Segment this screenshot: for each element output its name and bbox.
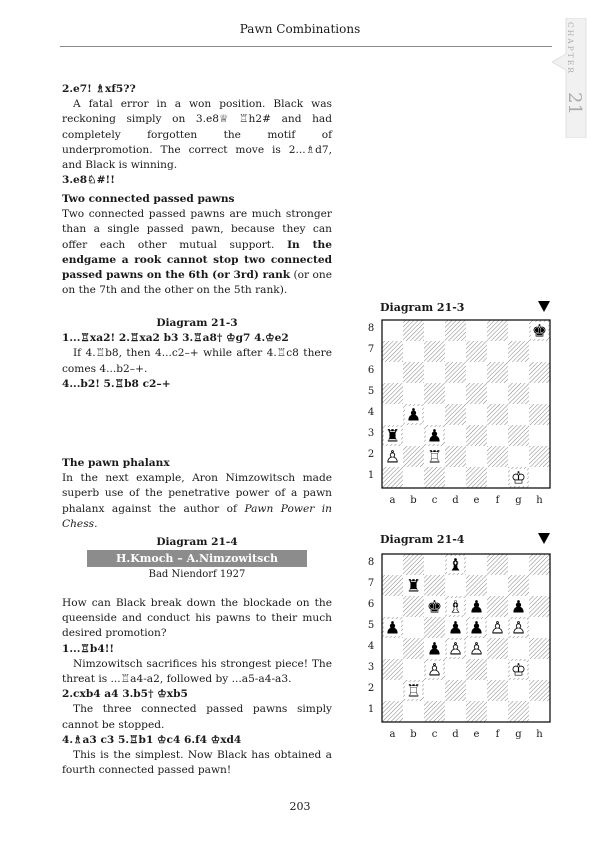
- light-square: [487, 341, 508, 362]
- dark-square: [424, 617, 445, 638]
- chess-piece-g5: ♙: [510, 618, 527, 639]
- move-line: 2.cxb4 a4 3.b5† ♔xb5: [62, 688, 188, 701]
- chess-piece-b2: ♖: [405, 681, 422, 702]
- chess-piece-h8: ♚: [531, 321, 548, 342]
- dark-square: [529, 362, 550, 383]
- dark-square: [382, 467, 403, 488]
- chess-piece-e4: ♙: [468, 639, 485, 660]
- chess-piece-a2: ♙: [384, 447, 401, 468]
- paragraph: A fatal error in a won position. Black was reckoning simply on 3.e8♕ ♖h2# and had completely forgotten the motif of underpromotion. The correct move is 2...♗d7, and Black is winning.: [62, 98, 332, 172]
- running-header: Pawn Combinations: [239, 22, 361, 36]
- paragraph: How can Black break down the blockade on the queenside and conduct his pawns to their much desired promotion?: [62, 597, 332, 640]
- chess-piece-c3: ♟: [426, 426, 443, 447]
- rank-label: 8: [367, 557, 375, 568]
- light-square: [445, 659, 466, 680]
- light-square: [382, 362, 403, 383]
- file-label: d: [452, 729, 459, 740]
- light-square: [466, 446, 487, 467]
- light-square: [382, 554, 403, 575]
- light-square: [445, 425, 466, 446]
- rank-label: 6: [367, 599, 375, 610]
- diagram-21-3-title: Diagram 21-3: [380, 301, 465, 314]
- light-square: [382, 404, 403, 425]
- file-label: a: [389, 495, 396, 506]
- section-heading: The pawn phalanx: [62, 457, 170, 469]
- dark-square: [466, 383, 487, 404]
- chapter-label: CHAPTER: [566, 22, 575, 75]
- phalanx-section: [62, 456, 332, 532]
- light-square: [403, 383, 424, 404]
- header-rule: [60, 46, 552, 47]
- dark-square: [508, 575, 529, 596]
- section-heading: Two connected passed pawns: [62, 193, 235, 205]
- dark-square: [529, 680, 550, 701]
- text-run: (or one on the 7th and the other on the 5th rank).: [62, 269, 333, 297]
- dark-square: [403, 362, 424, 383]
- dark-square: [382, 341, 403, 362]
- light-square: [403, 467, 424, 488]
- chess-piece-d5: ♟: [447, 618, 464, 639]
- dark-square: [445, 320, 466, 341]
- file-label: f: [495, 495, 500, 506]
- dark-square: [487, 362, 508, 383]
- rank-label: 8: [367, 323, 375, 334]
- light-square: [466, 320, 487, 341]
- chapter-number: 21: [564, 92, 585, 115]
- connected-pawns-section: [62, 192, 332, 298]
- black-to-move-icon: [538, 301, 550, 312]
- paragraph: [62, 207, 332, 298]
- file-label: f: [495, 729, 500, 740]
- light-square: [403, 659, 424, 680]
- dark-square: [424, 467, 445, 488]
- light-square: [487, 701, 508, 722]
- light-square: [445, 575, 466, 596]
- dark-square: [445, 446, 466, 467]
- light-square: [466, 362, 487, 383]
- dark-square: [529, 554, 550, 575]
- dark-square: [466, 701, 487, 722]
- rank-label: 3: [367, 428, 375, 439]
- chess-piece-d8: ♝: [447, 555, 464, 576]
- diagram-21-3-commentary: [62, 316, 332, 392]
- light-square: [529, 467, 550, 488]
- light-square: [508, 638, 529, 659]
- light-square: [403, 701, 424, 722]
- move-line: 1...♖xa2! 2.♖xa2 b3 3.♖a8† ♔g7 4.♔e2: [62, 332, 289, 345]
- light-square: [466, 554, 487, 575]
- dark-square: [382, 701, 403, 722]
- rank-label: 1: [367, 704, 375, 715]
- dark-square: [424, 701, 445, 722]
- light-square: [508, 554, 529, 575]
- dark-square: [382, 659, 403, 680]
- chapter-tab: [552, 18, 600, 138]
- paragraph: The three connected passed pawns simply cannot be stopped.: [62, 703, 332, 731]
- chessboard: [381, 319, 551, 489]
- diagram-caption: Diagram 21-3: [156, 317, 238, 329]
- light-square: [424, 554, 445, 575]
- dark-square: [466, 341, 487, 362]
- chess-piece-c6: ♚: [426, 597, 443, 618]
- chess-piece-a3: ♜: [384, 426, 401, 447]
- light-square: [508, 446, 529, 467]
- dark-square: [508, 383, 529, 404]
- dark-square: [487, 554, 508, 575]
- file-label: c: [431, 495, 438, 506]
- dark-square: [508, 701, 529, 722]
- dark-square: [508, 341, 529, 362]
- light-square: [508, 680, 529, 701]
- light-square: [508, 404, 529, 425]
- light-square: [382, 680, 403, 701]
- light-square: [445, 341, 466, 362]
- light-square: [529, 659, 550, 680]
- dark-square: [529, 596, 550, 617]
- emphasis-run: In the endgame a rook cannot stop two connected passed pawns on the 6th (or 3rd) rank: [62, 238, 333, 282]
- chapter-tab-shape: [552, 18, 600, 138]
- light-square: [424, 320, 445, 341]
- dark-square: [529, 638, 550, 659]
- dark-square: [487, 320, 508, 341]
- light-square: [403, 425, 424, 446]
- paragraph: Nimzowitsch sacrifices his strongest piece! The threat is ...♖a4-a2, followed by ...a5-a4-a3.: [62, 657, 332, 686]
- file-label: d: [452, 495, 459, 506]
- file-label: g: [515, 495, 522, 506]
- dark-square: [508, 425, 529, 446]
- dark-square: [382, 575, 403, 596]
- rank-label: 3: [367, 662, 375, 673]
- chess-piece-a5: ♟: [384, 618, 401, 639]
- text-run: Two connected passed pawns are much stronger than a single passed pawn, because they can offer each other mutual support.: [62, 208, 332, 251]
- dark-square: [529, 446, 550, 467]
- file-label: b: [410, 729, 417, 740]
- light-square: [445, 467, 466, 488]
- chess-piece-e5: ♟: [468, 618, 485, 639]
- dark-square: [487, 404, 508, 425]
- dark-square: [403, 320, 424, 341]
- dark-square: [403, 446, 424, 467]
- light-square: [424, 680, 445, 701]
- event-line: Bad Niendorf 1927: [148, 569, 246, 581]
- rank-label: 4: [367, 407, 375, 418]
- file-label: h: [536, 495, 543, 506]
- chess-piece-e6: ♟: [468, 597, 485, 618]
- light-square: [529, 383, 550, 404]
- dark-square: [424, 383, 445, 404]
- dark-square: [466, 425, 487, 446]
- text-run: In the next example, Aron Nimzowitsch made superb use of the penetrative power of a pawn phalanx against the author of: [62, 472, 332, 515]
- light-square: [466, 680, 487, 701]
- light-square: [382, 596, 403, 617]
- chess-piece-g1: ♔: [510, 468, 527, 489]
- dark-square: [487, 638, 508, 659]
- light-square: [382, 320, 403, 341]
- black-to-move-icon: [538, 533, 550, 544]
- dark-square: [466, 659, 487, 680]
- move-line: 1...♖b4!!: [62, 642, 115, 655]
- rank-label: 2: [367, 683, 375, 694]
- file-label: e: [473, 495, 480, 506]
- dark-square: [445, 362, 466, 383]
- paragraph: If 4.♖b8, then 4...c2–+ while after 4.♖c8 there comes 4...b2–+.: [62, 347, 332, 375]
- dark-square: [403, 638, 424, 659]
- light-square: [403, 341, 424, 362]
- light-square: [529, 425, 550, 446]
- paragraph: This is the simplest. Now Black has obtained a fourth connected passed pawn!: [62, 749, 332, 777]
- light-square: [487, 467, 508, 488]
- intro-block: [62, 82, 332, 188]
- paragraph: [62, 471, 332, 532]
- chess-piece-f5: ♙: [489, 618, 506, 639]
- rank-label: 2: [367, 449, 375, 460]
- diagram-21-4-title: Diagram 21-4: [380, 533, 465, 546]
- chess-piece-b4: ♟: [405, 405, 422, 426]
- chess-piece-c2: ♖: [426, 447, 443, 468]
- dark-square: [445, 680, 466, 701]
- diagram-21-4-game: [62, 535, 332, 583]
- dark-square: [382, 383, 403, 404]
- dark-square: [487, 446, 508, 467]
- rank-label: 6: [367, 365, 375, 376]
- light-square: [529, 701, 550, 722]
- diagram-caption: Diagram 21-4: [156, 536, 238, 548]
- light-square: [403, 617, 424, 638]
- light-square: [487, 425, 508, 446]
- chess-piece-g6: ♟: [510, 597, 527, 618]
- light-square: [508, 320, 529, 341]
- dark-square: [403, 596, 424, 617]
- players-banner: H.Kmoch – A.Nimzowitsch: [87, 550, 307, 567]
- light-square: [466, 404, 487, 425]
- light-square: [424, 362, 445, 383]
- move-line: 4.♗a3 c3 5.♖b1 ♔c4 6.f4 ♔xd4: [62, 733, 242, 746]
- rank-label: 7: [367, 578, 375, 589]
- file-label: a: [389, 729, 396, 740]
- file-label: c: [431, 729, 438, 740]
- light-square: [529, 341, 550, 362]
- dark-square: [466, 467, 487, 488]
- chess-piece-c3: ♙: [426, 660, 443, 681]
- file-label: h: [536, 729, 543, 740]
- light-square: [382, 638, 403, 659]
- page-number: 203: [289, 800, 311, 813]
- rank-label: 7: [367, 344, 375, 355]
- light-square: [424, 404, 445, 425]
- file-label: b: [410, 495, 417, 506]
- dark-square: [466, 575, 487, 596]
- light-square: [445, 701, 466, 722]
- dark-square: [403, 554, 424, 575]
- light-square: [487, 575, 508, 596]
- dark-square: [487, 680, 508, 701]
- light-square: [529, 617, 550, 638]
- chess-piece-c4: ♟: [426, 639, 443, 660]
- dark-square: [424, 341, 445, 362]
- move-line: 3.e8♘#!!: [62, 174, 115, 187]
- chess-piece-g3: ♔: [510, 660, 527, 681]
- light-square: [529, 575, 550, 596]
- diagram-21-4-commentary: [62, 596, 332, 778]
- light-square: [487, 383, 508, 404]
- rank-label: 1: [367, 470, 375, 481]
- file-label: g: [515, 729, 522, 740]
- chessboard: [381, 553, 551, 723]
- chess-piece-d4: ♙: [447, 639, 464, 660]
- rank-label: 5: [367, 386, 375, 397]
- chess-piece-b7: ♜: [405, 576, 422, 597]
- dark-square: [424, 575, 445, 596]
- light-square: [445, 383, 466, 404]
- rank-label: 4: [367, 641, 375, 652]
- dark-square: [445, 404, 466, 425]
- move-line: 4...b2! 5.♖b8 c2–+: [62, 377, 171, 390]
- move-line: 2.e7! ♗xf5??: [62, 83, 136, 95]
- dark-square: [529, 404, 550, 425]
- book-title: Pawn Power in Chess.: [62, 502, 332, 530]
- light-square: [508, 362, 529, 383]
- dark-square: [487, 596, 508, 617]
- light-square: [487, 659, 508, 680]
- rank-label: 5: [367, 620, 375, 631]
- file-label: e: [473, 729, 480, 740]
- chess-piece-d6: ♗: [447, 597, 464, 618]
